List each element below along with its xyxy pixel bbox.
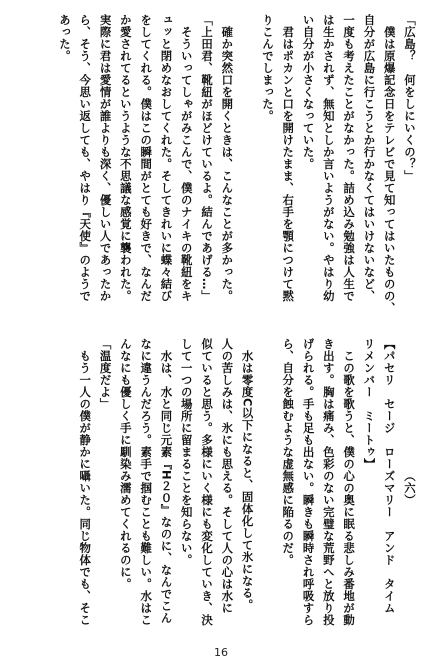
text-line: ュッと閉めなおしてくれた。そしてきれいに蝶々結び <box>159 14 174 302</box>
text-line: なに違うんだろう。素手で掴むことも難しい。水はこ <box>139 338 154 626</box>
text-line: この歌を歌うと、僕の心の奥に眠る悲しみ番地が動 <box>342 338 357 626</box>
text-line: して一つの場所に留まることを知らない。 <box>179 338 194 566</box>
text-line: き出す。胸は痛み、色彩のない完璧な荒野へと放り投 <box>321 338 336 626</box>
page-number: 16 <box>214 646 228 659</box>
text-line: をしてくれる。僕はこの瞬間がとても好きで、なんだ <box>139 14 154 302</box>
text-line: か愛されてるというような不思議な感覚に襲われた。 <box>118 14 133 302</box>
blank-line <box>258 338 278 638</box>
text-line: 僕は原爆記念日をテレビで見て知ってはいたものの、 <box>382 14 397 314</box>
text-line: 確か突然口を開くときは、こんなことが多かった。 <box>220 14 235 302</box>
text-line: ら、自分を蝕むような虚無感に陥るのだ。 <box>281 338 296 566</box>
text-line: い自分が小さくなっていた。 <box>301 14 316 170</box>
text-line: は生かされず、無知としか言いようがない。やはり幼 <box>321 14 336 302</box>
text-line: 【パセリ セージ ローズマリー アンド タイム <box>382 338 397 614</box>
blank-line <box>237 14 257 314</box>
text-line: げられる。手も足も出ない。瞬きも瞬時され呼吸すら <box>301 338 316 626</box>
text-line: あった。 <box>57 14 72 62</box>
text-line: そういってしゃがみこんで、僕のナイキの靴紐をキ <box>179 14 194 302</box>
text-line: 君はポカンと口を開けたまま、右手を顎につけて黙 <box>281 14 296 302</box>
text-line: 似ていると思う。多様にいく様にも変化していき、決 <box>200 338 215 626</box>
text-line: リメンバー ミートゥ】 <box>362 338 377 470</box>
text-line: ら、そう、今思い返しても、やはり『天使』のようで <box>78 14 93 302</box>
text-line: りこんでしまった。 <box>260 14 275 122</box>
text-line: んなにも優しく手に馴染み濡めてくれるのに。 <box>118 338 133 590</box>
text-line: 「広島？ 何をしにいくの？」 <box>403 14 417 182</box>
text-line: 水は、水と同じ元素『H２０』なのに、なんでこん <box>159 338 174 625</box>
text-line: 一度も考えたことがなかった。詰め込み勉強は人生で <box>342 14 357 302</box>
text-line: 「温度だよ」 <box>98 338 113 410</box>
text-line: 水は零度C以下になると、固体化して氷になる。 <box>240 338 255 611</box>
chapter-heading: （六） <box>403 470 417 506</box>
text-block-bottom <box>75 338 420 638</box>
text-line: 人の苦しみは、氷にも思える。そして人の心は水に <box>220 338 235 614</box>
text-block-top <box>55 14 420 314</box>
text-line: もう一人の僕が静かに囁いた。同じ物体でも、そこ <box>78 338 93 626</box>
text-line: 自分が広島に行こうとか行かなくてはいけないなど、 <box>362 14 377 302</box>
text-line: 実際に君は愛情が誰よりも深く、優しい人であったか <box>98 14 113 302</box>
text-line: 「上田君、靴紐がほどけているよ。結んであげる…」 <box>200 14 215 302</box>
